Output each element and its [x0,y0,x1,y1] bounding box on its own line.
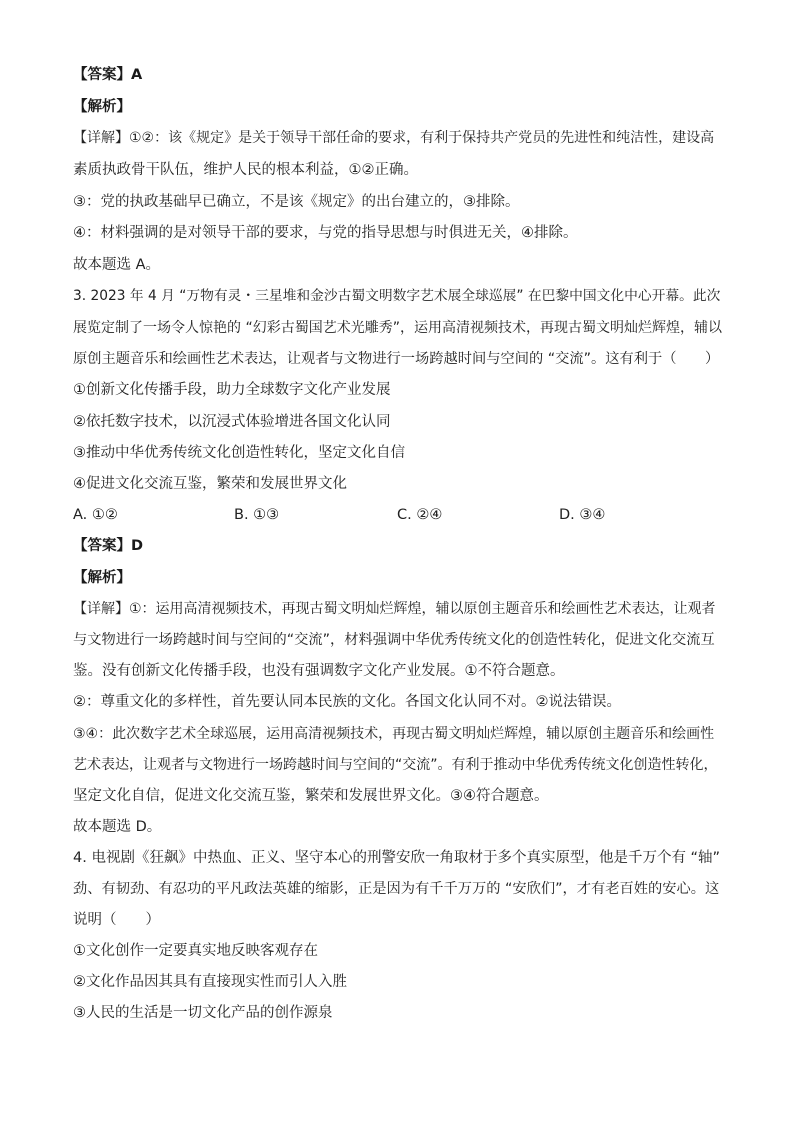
q2-detail-line: ③：党的执政基础早已确立，不是该《规定》的出台建立的，③排除。 [73,194,520,210]
q3-statement-item: ④促进文化交流互鉴，繁荣和发展世界文化 [73,476,347,492]
q3-stem-line: 3. 2023 年 4 月 “万物有灵・三星堆和金沙古蜀文明数字艺术展全球巡展” 在巴黎中国文化中心开幕。此次 [73,288,721,304]
q3-choice-c: C. ②④ [397,507,443,523]
q4-statement-item: ③人民的生活是一切文化产品的创作源泉 [73,1005,333,1021]
q3-choice-b: B. ①③ [234,507,280,523]
q2-detail-line: 素质执政骨干队伍，维护人民的根本利益，①②正确。 [73,162,418,178]
q3-detail-line: 坚定文化自信，促进文化交流互鉴，繁荣和发展世界文化。③④符合题意。 [73,788,549,804]
q3-choice-row [73,505,723,525]
q2-detail-line: 【详解】①②：该《规定》是关于领导干部任命的要求，有利于保持共产党员的先进性和纯洁性，建设高 [73,130,715,146]
q3-stem-line: 原创主题音乐和绘画性艺术表达，让观者与文物进行一场跨越时间与空间的 “交流”。这有利于（ ） [73,351,720,367]
q3-choice-a: A. ①② [73,507,118,523]
q2-detail-line: ④：材料强调的是对领导干部的要求，与党的指导思想与时俱进无关，④排除。 [73,225,578,241]
q2-answer-label: 【答案】A [73,67,143,83]
q3-statement-item: ②依托数字技术，以沉浸式体验增进各国文化认同 [73,414,391,430]
q4-statement-item: ①文化创作一定要真实地反映客观存在 [73,943,318,959]
q4-stem-line: 劲、有韧劲、有忍功的平凡政法英雄的缩影，正是因为有千千万万的 “安欣们”，才有老百姓的安心。这 [73,881,720,897]
q3-statement-item: ①创新文化传播手段，助力全球数字文化产业发展 [73,382,391,398]
q2-analysis-label: 【解析】 [73,99,131,115]
q3-detail-line: 鉴。没有创新文化传播手段，也没有强调数字文化产业发展。①不符合题意。 [73,663,565,679]
q3-statement-item: ③推动中华优秀传统文化创造性转化，坚定文化自信 [73,445,405,461]
q4-stem-line: 4. 电视剧《狂飙》中热血、正义、坚守本心的刑警安欣一角取材于多个真实原型，他是千万个有 “轴” [73,850,721,866]
q4-statement-item: ②文化作品因其具有直接现实性而引人入胜 [73,974,347,990]
q3-detail-line: ③④：此次数字艺术全球巡展，运用高清视频技术，再现古蜀文明灿烂辉煌，辅以原创主题音乐和绘画性 [73,726,715,742]
q3-analysis-label: 【解析】 [73,570,131,586]
q3-conclusion: 故本题选 D。 [73,819,162,835]
q3-detail-line: ②：尊重文化的多样性，首先要认同本民族的文化。各国文化认同不对。②说法错误。 [73,694,621,710]
q2-conclusion: 故本题选 A。 [73,257,161,273]
q3-detail-line: 艺术表达，让观者与文物进行一场跨越时间与空间的“交流”。有利于推动中华优秀传统文化创造性转化， [73,757,718,773]
q3-choice-d: D. ③④ [559,507,606,523]
q3-stem-line: 展览定制了一场令人惊艳的 “幻彩古蜀国艺术光雕秀”，运用高清视频技术，再现古蜀文明灿烂辉煌，辅以 [73,320,722,336]
q4-stem-line: 说明（ ） [73,912,160,928]
q3-answer-label: 【答案】D [73,538,144,554]
q3-detail-line: 【详解】①：运用高清视频技术，再现古蜀文明灿烂辉煌，辅以原创主题音乐和绘画性艺术表达，让观者 [73,601,716,617]
q3-detail-line: 与文物进行一场跨越时间与空间的“交流”，材料强调中华优秀传统文化的创造性转化，促进文化交流互 [73,632,715,648]
